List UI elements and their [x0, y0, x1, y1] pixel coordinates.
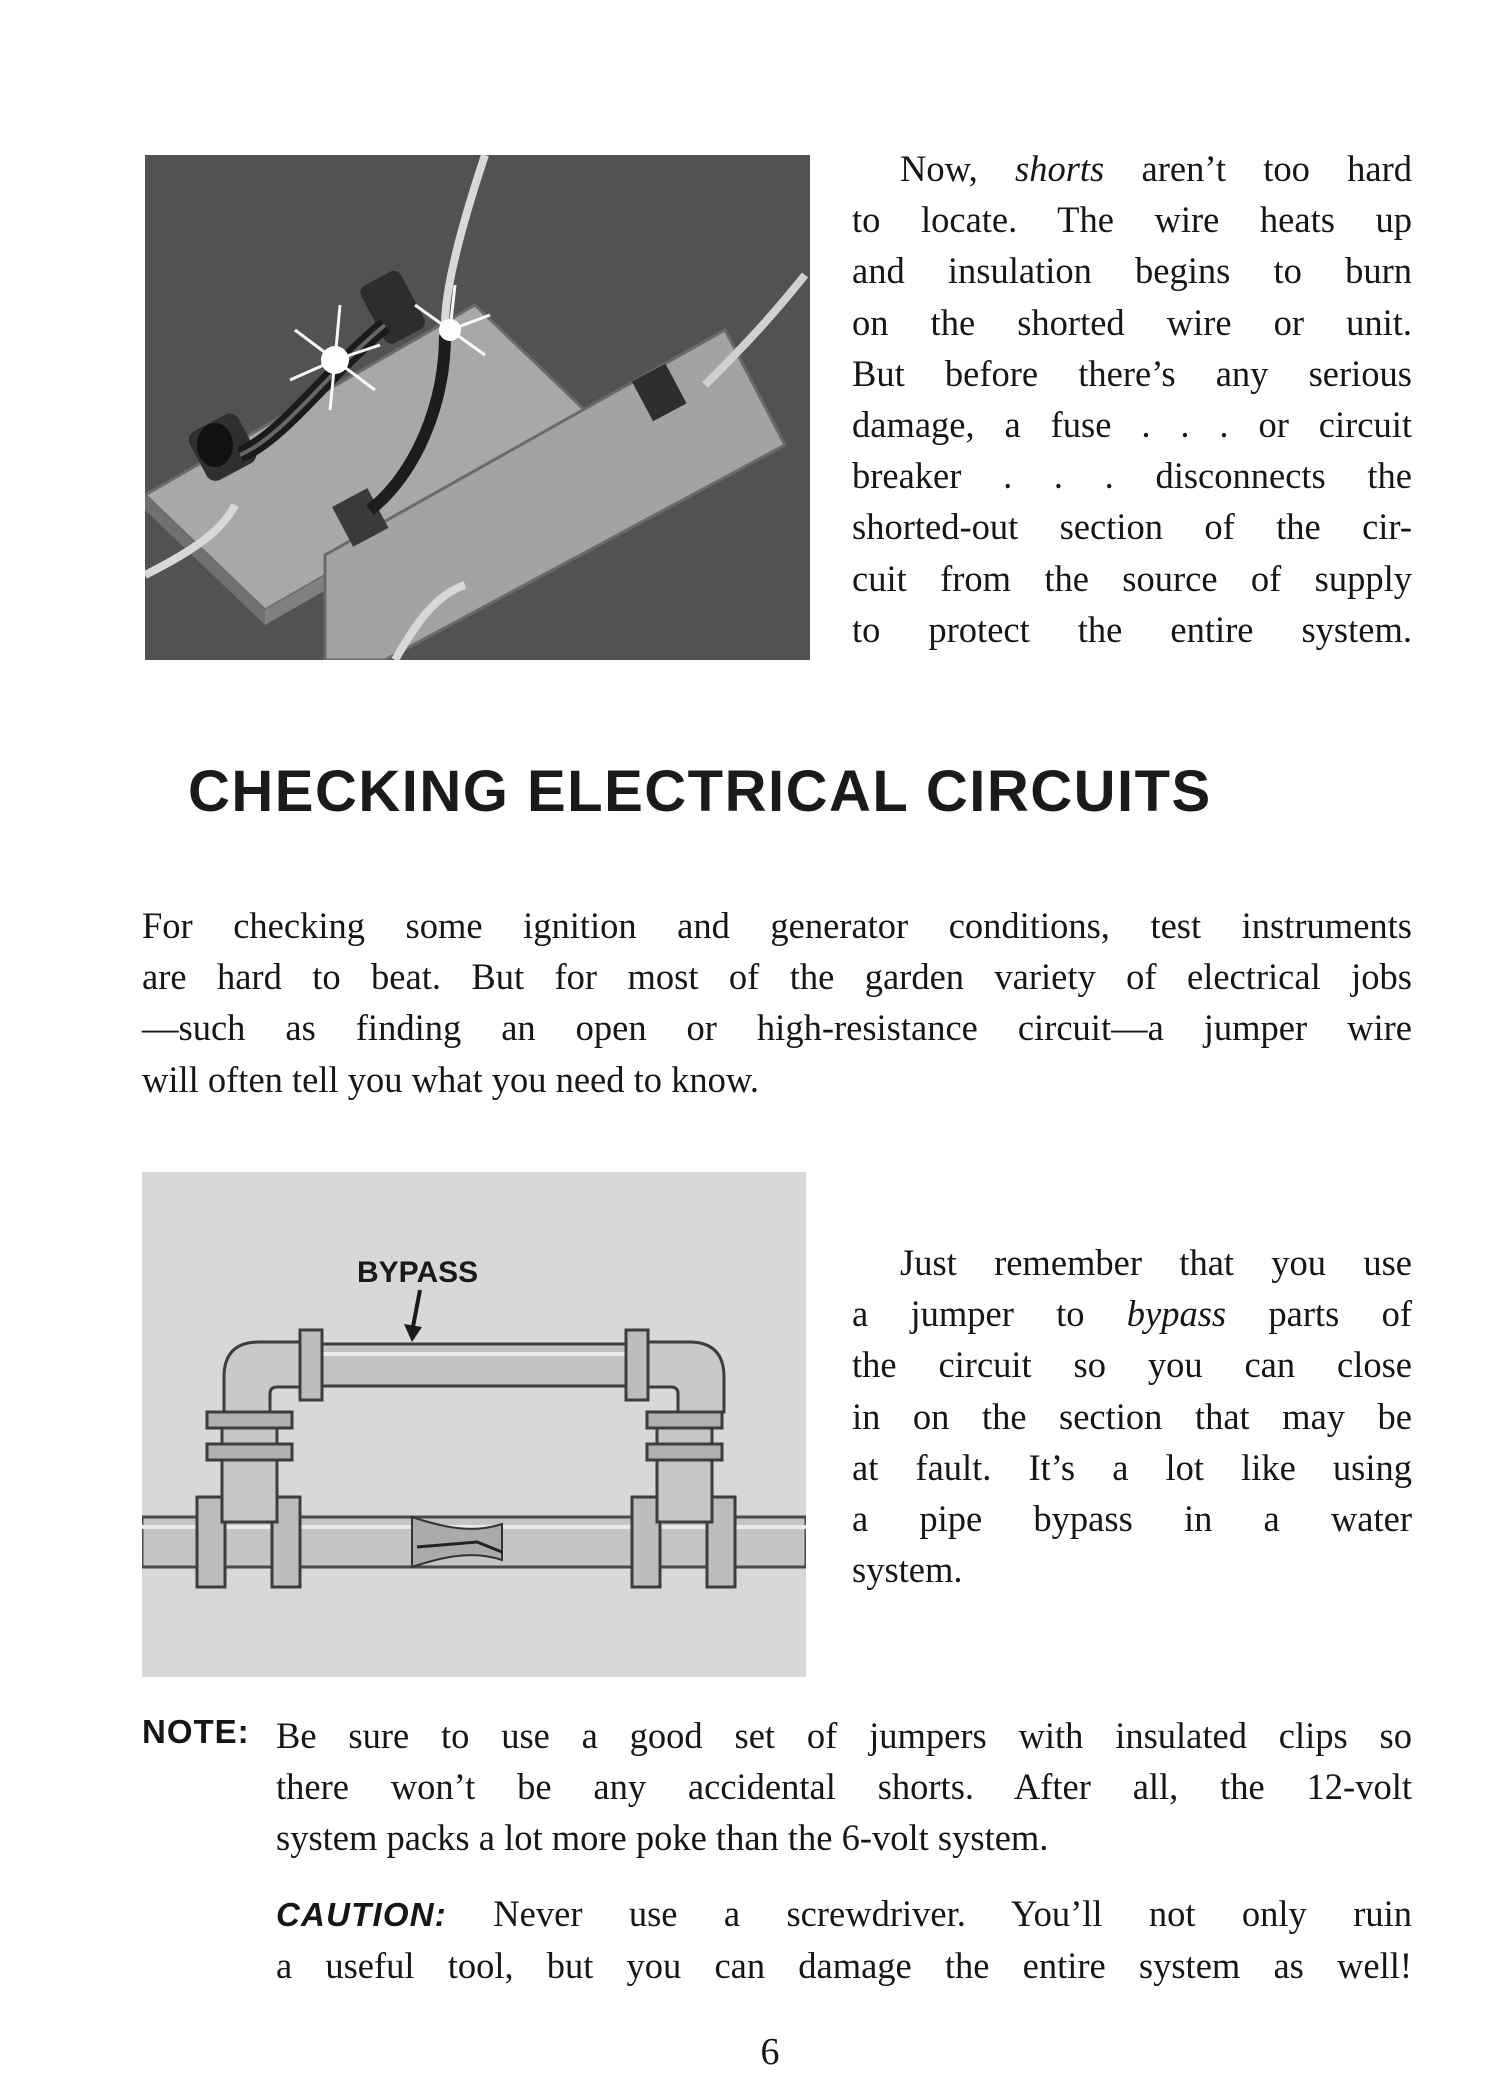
text-line: are hard to beat. But for most of the garden variety of electrical jobs [142, 956, 1412, 998]
bypass-label: BYPASS [357, 1256, 479, 1289]
emphasis-text: shorts [1015, 148, 1105, 189]
pipe-bypass-illustration [142, 1172, 806, 1677]
caution-label: CAUTION: [276, 1896, 447, 1933]
note-paragraph [276, 1710, 1412, 1864]
text-run: parts of [1226, 1293, 1412, 1335]
text-line: But before there’s any serious [852, 352, 1412, 394]
text-line: breaker . . . disconnects the [852, 455, 1412, 497]
note-label: NOTE: [142, 1713, 250, 1750]
text-line: in on the section that may be [852, 1395, 1412, 1437]
text-line: cuit from the source of supply [852, 557, 1412, 599]
caution-paragraph [276, 1888, 1412, 1991]
text-line: system. [852, 1549, 963, 1591]
bypass-paragraph [852, 1237, 1412, 1595]
emphasis-text: bypass [1126, 1293, 1227, 1335]
text-line: will often tell you what you need to know. [142, 1058, 760, 1100]
text-line: system packs a lot more poke than the 6-volt system. [276, 1817, 1049, 1859]
text-run: aren’t too hard [1104, 148, 1412, 189]
text-line: on the shorted wire or unit. [852, 301, 1412, 343]
intro-paragraph [142, 900, 1412, 1105]
text-line: and insulation begins to burn [852, 250, 1412, 292]
text-line: a pipe bypass in a water [852, 1498, 1412, 1540]
text-line: Just remember that you use [900, 1242, 1412, 1283]
text-line: damage, a fuse . . . or circuit [852, 404, 1412, 446]
page-number: 6 [760, 2031, 780, 2073]
text-line: there won’t be any accidental shorts. After all, the 12-volt [276, 1766, 1412, 1808]
text-line: Be sure to use a good set of jumpers with insulated clips so [276, 1715, 1412, 1756]
text-line: to protect the entire system. [852, 608, 1412, 650]
text-run: Now, [900, 148, 1015, 189]
shorts-paragraph [852, 143, 1412, 655]
text-line: For checking some ignition and generator conditions, test instruments [142, 905, 1412, 946]
text-line: —such as finding an open or high-resistance circuit—a jumper wire [142, 1007, 1412, 1049]
text-line: at fault. It’s a lot like using [852, 1446, 1412, 1488]
text-line: the circuit so you can close [852, 1344, 1412, 1386]
text-run: a jumper to [852, 1293, 1127, 1335]
text-run: Never use a screwdriver. You’ll not only ruin [446, 1893, 1412, 1934]
short-circuit-illustration [145, 155, 810, 660]
text-line: a useful tool, but you can damage the entire system as well! [276, 1945, 1412, 1987]
text-line: shorted-out section of the cir- [852, 506, 1412, 548]
text-line: to locate. The wire heats up [852, 199, 1412, 241]
section-heading: CHECKING ELECTRICAL CIRCUITS [188, 759, 1212, 824]
